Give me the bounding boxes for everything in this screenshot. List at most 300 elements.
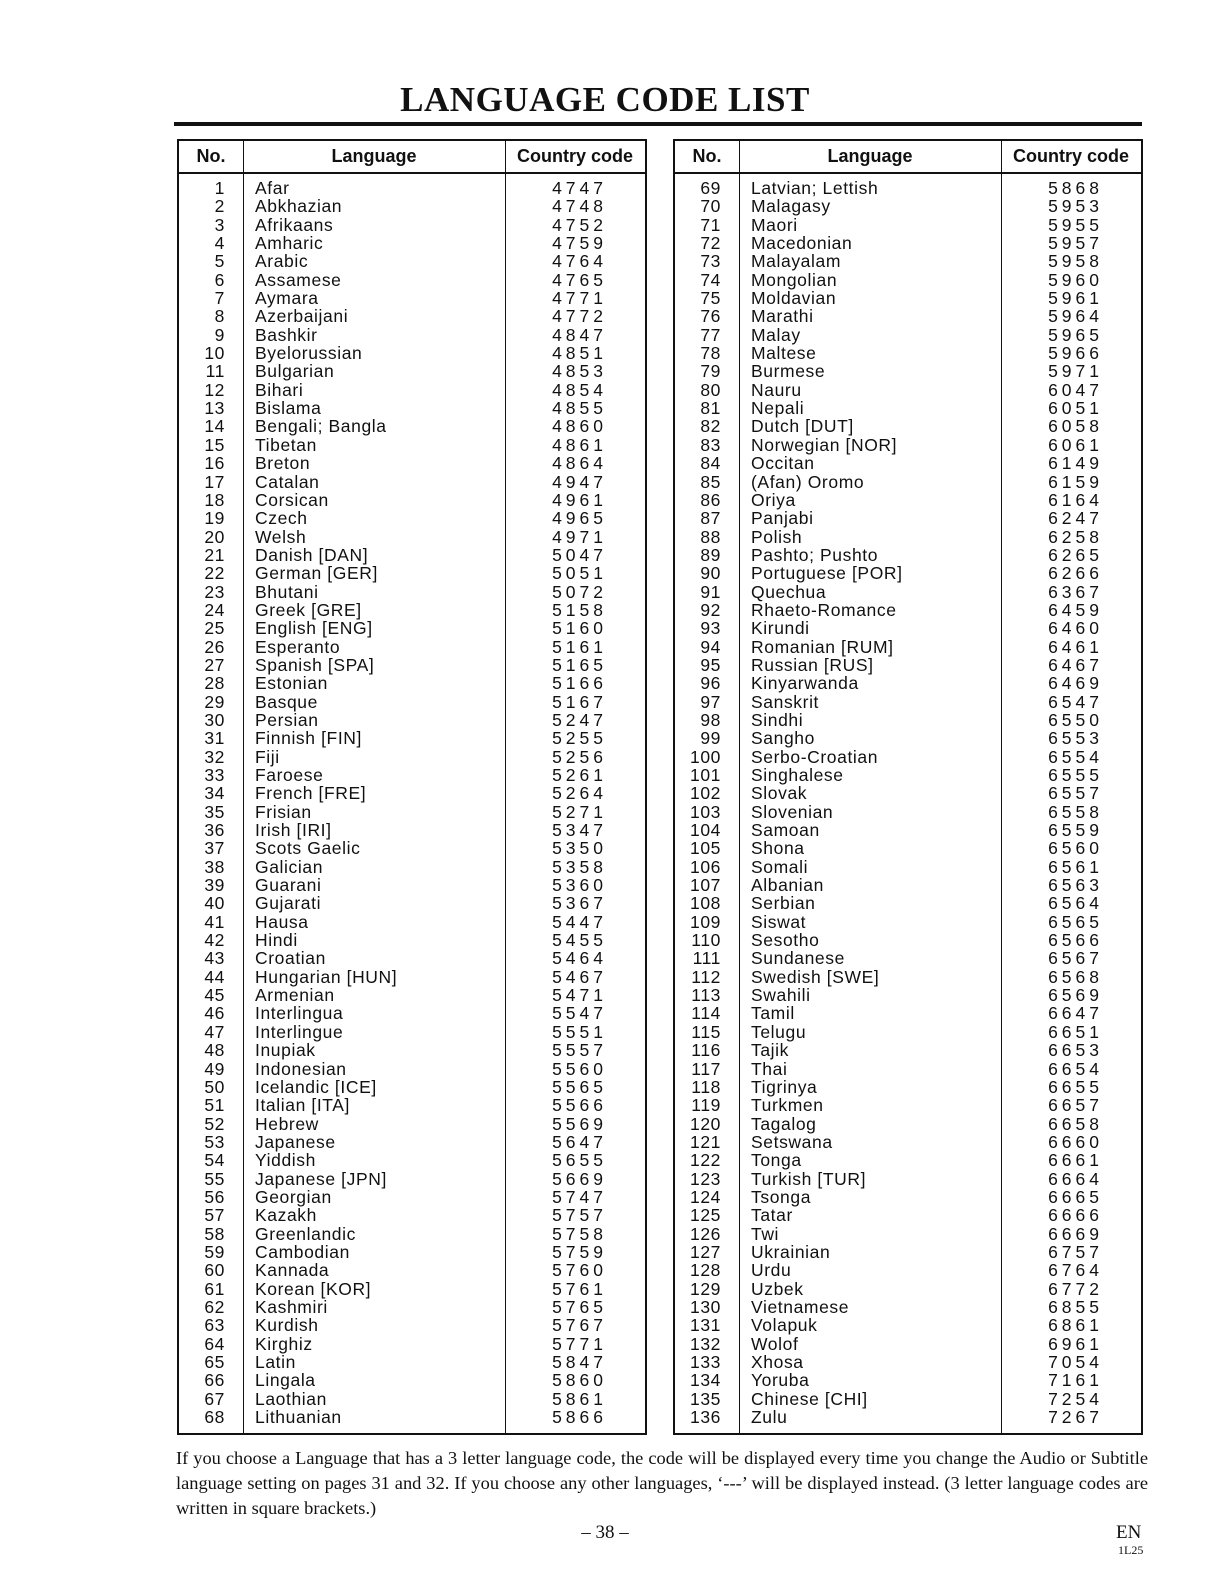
country-code: 6565	[1048, 911, 1103, 932]
language-name: Swedish [SWE]	[751, 966, 880, 987]
language-name: Czech	[255, 508, 308, 529]
country-code: 4747	[552, 178, 607, 198]
country-code: 6164	[1048, 489, 1103, 510]
language-name: Scots Gaelic	[255, 838, 361, 859]
table-row	[179, 1023, 645, 1041]
language-name: Uzbek	[751, 1278, 804, 1299]
country-code: 6469	[1048, 673, 1103, 694]
row-number: 67	[204, 1388, 225, 1409]
language-name: Faroese	[255, 765, 324, 785]
row-number: 93	[700, 618, 721, 639]
country-code: 5360	[552, 875, 607, 896]
row-number: 21	[204, 544, 225, 565]
table-row	[179, 986, 645, 1004]
language-name: Cambodian	[255, 1241, 350, 1262]
language-name: Basque	[255, 691, 318, 712]
table-row	[675, 638, 1141, 656]
row-number: 99	[700, 728, 721, 749]
language-name: Laothian	[255, 1388, 327, 1409]
row-number: 115	[691, 1021, 721, 1042]
row-number: 86	[700, 489, 721, 510]
language-name: Rhaeto-Romance	[751, 599, 897, 620]
row-number: 3	[214, 214, 225, 235]
language-name: Lingala	[255, 1370, 316, 1391]
country-code: 6559	[1048, 820, 1103, 841]
language-name: Hindi	[255, 930, 298, 951]
country-code: 5350	[552, 838, 607, 859]
language-name: Latvian; Lettish	[751, 178, 879, 198]
country-code: 6560	[1048, 838, 1103, 859]
country-code: 5051	[552, 563, 607, 584]
table-row	[675, 711, 1141, 729]
row-number: 108	[690, 893, 721, 914]
row-number: 114	[691, 1003, 721, 1024]
table-row	[179, 454, 645, 472]
row-number: 5	[214, 251, 225, 272]
row-number: 35	[204, 801, 225, 822]
country-code: 6651	[1048, 1021, 1103, 1042]
row-number: 130	[690, 1296, 721, 1317]
table-row	[675, 381, 1141, 399]
country-code: 5655	[552, 1150, 607, 1171]
country-code: 5158	[552, 599, 607, 620]
language-name: Aymara	[255, 288, 319, 309]
language-name: Tatar	[751, 1205, 793, 1226]
row-number: 133	[690, 1352, 721, 1372]
table-header	[675, 141, 1141, 174]
table-row	[675, 968, 1141, 986]
table-row	[675, 473, 1141, 491]
language-name: Kashmiri	[255, 1296, 328, 1317]
table-row	[179, 638, 645, 656]
row-number: 26	[204, 636, 225, 657]
row-number: 50	[204, 1076, 225, 1097]
language-name: Tonga	[751, 1150, 802, 1171]
row-number: 12	[204, 379, 225, 400]
row-number: 102	[690, 783, 721, 804]
country-code: 5965	[1048, 324, 1103, 345]
table-row	[179, 491, 645, 509]
country-code: 5471	[552, 985, 607, 1006]
country-code: 6247	[1048, 508, 1103, 529]
table-row	[675, 784, 1141, 802]
table-row	[675, 674, 1141, 692]
country-code: 4771	[552, 288, 607, 309]
language-name: Chinese [CHI]	[751, 1388, 868, 1409]
row-number: 95	[700, 654, 721, 675]
row-number: 61	[204, 1278, 225, 1299]
table-row	[179, 1390, 645, 1408]
language-name: Xhosa	[751, 1352, 804, 1372]
table-row	[179, 1151, 645, 1169]
table-row	[179, 858, 645, 876]
table-row	[179, 326, 645, 344]
language-name: Irish [IRI]	[255, 820, 332, 841]
table-row	[675, 1115, 1141, 1133]
table-row	[179, 784, 645, 802]
table-row	[675, 528, 1141, 546]
page-title: LANGUAGE CODE LIST	[400, 80, 810, 119]
language-name: Portuguese [POR]	[751, 563, 903, 584]
table-row	[675, 1151, 1141, 1169]
table-row	[179, 931, 645, 949]
language-name: Arabic	[255, 251, 309, 272]
table-row	[179, 509, 645, 527]
row-number: 1	[214, 178, 225, 198]
table-row	[179, 1408, 645, 1426]
language-name: Slovenian	[751, 801, 834, 822]
row-number: 56	[204, 1186, 225, 1207]
country-code: 5167	[552, 691, 607, 712]
table-row	[179, 1298, 645, 1316]
country-code: 5966	[1048, 343, 1103, 364]
table-row	[675, 619, 1141, 637]
country-code: 5557	[552, 1040, 607, 1061]
country-code: 5560	[552, 1058, 607, 1079]
language-name: Dutch [DUT]	[751, 416, 854, 437]
language-name: Tigrinya	[751, 1076, 818, 1097]
row-number: 111	[692, 948, 721, 969]
country-code: 6467	[1048, 654, 1103, 675]
table-row	[675, 307, 1141, 325]
language-name: Interlingua	[255, 1003, 344, 1024]
row-number: 117	[691, 1058, 721, 1079]
country-code: 5261	[552, 765, 607, 785]
language-name: Welsh	[255, 526, 307, 547]
header-language: Language	[331, 146, 417, 166]
row-number: 101	[690, 765, 721, 785]
language-name: Kirundi	[751, 618, 810, 639]
country-code: 5765	[552, 1296, 607, 1317]
language-name: Pashto; Pushto	[751, 544, 879, 565]
table-row	[179, 583, 645, 601]
language-name: Danish [DAN]	[255, 544, 369, 565]
language-name: German [GER]	[255, 563, 378, 584]
table-row	[179, 307, 645, 325]
row-number: 100	[690, 746, 721, 767]
table-row	[675, 1261, 1141, 1279]
language-name: Turkmen	[751, 1095, 824, 1116]
country-code: 6669	[1048, 1223, 1103, 1244]
row-number: 7	[214, 288, 225, 309]
row-number: 77	[700, 324, 721, 345]
row-number: 78	[700, 343, 721, 364]
table-row	[675, 1060, 1141, 1078]
country-code: 5861	[552, 1388, 607, 1409]
language-name: Sindhi	[751, 709, 804, 730]
row-number: 39	[204, 875, 225, 896]
row-number: 112	[691, 966, 721, 987]
table-row	[675, 252, 1141, 270]
table-row	[179, 711, 645, 729]
table-row	[675, 454, 1141, 472]
country-code: 5569	[552, 1113, 607, 1134]
country-code: 4965	[552, 508, 607, 529]
country-code: 6266	[1048, 563, 1103, 584]
country-code: 5767	[552, 1315, 607, 1336]
row-number: 85	[700, 471, 721, 492]
language-name: Guarani	[255, 875, 322, 896]
table-body	[675, 179, 1141, 1426]
table-row	[179, 656, 645, 674]
language-name: Russian [RUS]	[751, 654, 874, 675]
language-name: Sundanese	[751, 948, 845, 969]
country-code: 5669	[552, 1168, 607, 1189]
table-row	[179, 528, 645, 546]
table-row	[675, 216, 1141, 234]
row-number: 71	[700, 214, 721, 235]
country-code: 4759	[552, 233, 607, 254]
row-number: 64	[204, 1333, 225, 1354]
header-language: Language	[827, 146, 913, 166]
row-number: 123	[690, 1168, 721, 1189]
language-name: Kannada	[255, 1260, 330, 1281]
language-name: Esperanto	[255, 636, 341, 657]
language-name: Siswat	[751, 911, 807, 932]
table-row	[675, 748, 1141, 766]
country-code: 6653	[1048, 1040, 1103, 1061]
table-row	[179, 894, 645, 912]
table-row	[675, 491, 1141, 509]
row-number: 97	[700, 691, 721, 712]
country-code: 6855	[1048, 1296, 1103, 1317]
country-code: 5565	[552, 1076, 607, 1097]
country-code: 6568	[1048, 966, 1103, 987]
country-code: 5256	[552, 746, 607, 767]
row-number: 120	[690, 1113, 721, 1134]
country-code: 4772	[552, 306, 607, 327]
table-row	[179, 417, 645, 435]
row-number: 20	[204, 526, 225, 547]
language-name: Maori	[751, 214, 798, 235]
row-number: 96	[700, 673, 721, 694]
table-row	[675, 766, 1141, 784]
table-row	[179, 1133, 645, 1151]
language-name: French [FRE]	[255, 783, 367, 804]
country-code: 5647	[552, 1131, 607, 1152]
table-row	[675, 271, 1141, 289]
row-number: 30	[204, 709, 225, 730]
language-name: Hungarian [HUN]	[255, 966, 398, 987]
country-code: 4765	[552, 269, 607, 290]
language-name: Frisian	[255, 801, 312, 822]
table-row	[675, 656, 1141, 674]
table-row	[179, 1170, 645, 1188]
language-name: Amharic	[255, 233, 324, 254]
row-number: 104	[690, 820, 721, 841]
table-row	[179, 1335, 645, 1353]
table-row	[179, 766, 645, 784]
language-name: Setswana	[751, 1131, 833, 1152]
row-number: 66	[204, 1370, 225, 1391]
row-number: 53	[204, 1131, 225, 1152]
table-row	[179, 1243, 645, 1261]
language-name: Moldavian	[751, 288, 837, 309]
language-name: Korean [KOR]	[255, 1278, 372, 1299]
table-row	[675, 197, 1141, 215]
language-name: Galician	[255, 856, 324, 877]
country-code: 6660	[1048, 1131, 1103, 1152]
language-name: Malagasy	[751, 196, 831, 217]
table-row	[675, 894, 1141, 912]
country-code: 5160	[552, 618, 607, 639]
language-name: Indonesian	[255, 1058, 347, 1079]
table-row	[179, 1206, 645, 1224]
language-name: Spanish [SPA]	[255, 654, 375, 675]
table-row	[675, 1023, 1141, 1041]
row-number: 14	[204, 416, 225, 437]
row-number: 55	[204, 1168, 225, 1189]
table-row	[179, 252, 645, 270]
language-name: Tagalog	[751, 1113, 817, 1134]
row-number: 19	[204, 508, 225, 529]
row-number: 131	[690, 1315, 721, 1336]
row-number: 8	[214, 306, 225, 327]
country-code: 6657	[1048, 1095, 1103, 1116]
row-number: 23	[204, 581, 225, 602]
language-name: Interlingue	[255, 1021, 344, 1042]
row-number: 72	[700, 233, 721, 254]
row-number: 106	[690, 856, 721, 877]
row-number: 34	[204, 783, 225, 804]
country-code: 5264	[552, 783, 607, 804]
row-number: 43	[204, 948, 225, 969]
country-code: 4947	[552, 471, 607, 492]
country-code: 5971	[1048, 361, 1103, 382]
row-number: 51	[204, 1095, 225, 1116]
row-number: 132	[690, 1333, 721, 1354]
table-row	[179, 1096, 645, 1114]
language-name: Nepali	[751, 398, 805, 419]
language-name: Macedonian	[751, 233, 853, 254]
country-code: 5953	[1048, 196, 1103, 217]
row-number: 11	[205, 361, 225, 382]
table-row	[675, 839, 1141, 857]
country-code: 5757	[552, 1205, 607, 1226]
row-number: 9	[214, 324, 225, 345]
country-code: 6553	[1048, 728, 1103, 749]
language-table-right	[673, 139, 1143, 1435]
row-number: 38	[204, 856, 225, 877]
language-name: Bhutani	[255, 581, 319, 602]
table-row	[179, 674, 645, 692]
table-row	[675, 234, 1141, 252]
table-row	[675, 1243, 1141, 1261]
country-code: 6159	[1048, 471, 1103, 492]
row-number: 118	[691, 1076, 721, 1097]
language-name: Serbo-Croatian	[751, 746, 879, 767]
country-code: 6661	[1048, 1150, 1103, 1171]
language-name: Inupiak	[255, 1040, 316, 1061]
language-name: Japanese [JPN]	[255, 1168, 387, 1189]
language-name: Polish	[751, 526, 803, 547]
country-code: 5447	[552, 911, 607, 932]
row-number: 103	[690, 801, 721, 822]
table-row	[179, 1004, 645, 1022]
table-row	[179, 1188, 645, 1206]
row-number: 75	[700, 288, 721, 309]
language-name: Azerbaijani	[255, 306, 349, 327]
row-number: 94	[700, 636, 721, 657]
country-code: 5960	[1048, 269, 1103, 290]
country-code: 6569	[1048, 985, 1103, 1006]
language-name: Sangho	[751, 728, 815, 749]
row-number: 84	[700, 453, 721, 474]
table-row	[675, 1004, 1141, 1022]
table-row	[179, 1371, 645, 1389]
country-code: 6664	[1048, 1168, 1103, 1189]
row-number: 29	[204, 691, 225, 712]
country-code: 5747	[552, 1186, 607, 1207]
country-code: 6861	[1048, 1315, 1103, 1336]
language-name: Gujarati	[255, 893, 322, 914]
row-number: 110	[691, 930, 721, 951]
table-row	[675, 583, 1141, 601]
row-number: 105	[690, 838, 721, 859]
row-number: 13	[204, 398, 225, 419]
table-row	[179, 729, 645, 747]
row-number: 25	[204, 618, 225, 639]
language-name: Tsonga	[751, 1186, 812, 1207]
table-row	[179, 968, 645, 986]
country-code: 6460	[1048, 618, 1103, 639]
country-code: 5247	[552, 709, 607, 730]
row-number: 49	[204, 1058, 225, 1079]
row-number: 98	[700, 709, 721, 730]
language-name: Estonian	[255, 673, 328, 694]
language-name: Slovak	[751, 783, 808, 804]
model-code: 1L25	[1118, 1543, 1144, 1557]
row-number: 63	[204, 1315, 225, 1336]
row-number: 42	[204, 930, 225, 951]
row-number: 47	[204, 1021, 225, 1042]
row-number: 92	[700, 599, 721, 620]
table-row	[179, 197, 645, 215]
row-number: 88	[700, 526, 721, 547]
country-code: 6058	[1048, 416, 1103, 437]
table-row	[675, 1280, 1141, 1298]
country-code: 6555	[1048, 765, 1103, 785]
language-name: Kazakh	[255, 1205, 317, 1226]
language-name: Japanese	[255, 1131, 336, 1152]
table-row	[675, 986, 1141, 1004]
language-name: Fiji	[255, 746, 280, 767]
language-name: Zulu	[751, 1407, 788, 1428]
language-name: Bihari	[255, 379, 304, 400]
page-number: – 38 –	[581, 1522, 629, 1543]
table-row	[675, 1390, 1141, 1408]
row-number: 2	[214, 196, 225, 217]
row-number: 127	[690, 1241, 721, 1262]
language-name: Kurdish	[255, 1315, 319, 1336]
language-name: Bengali; Bangla	[255, 416, 387, 437]
language-name: Afar	[255, 178, 290, 198]
language-name: Bashkir	[255, 324, 318, 345]
table-row	[179, 234, 645, 252]
country-code: 4748	[552, 196, 607, 217]
language-name: Singhalese	[751, 765, 844, 785]
row-number: 122	[690, 1150, 721, 1171]
country-code: 5255	[552, 728, 607, 749]
row-number: 73	[700, 251, 721, 272]
row-number: 37	[204, 838, 225, 859]
table-row	[179, 1316, 645, 1334]
country-code: 5547	[552, 1003, 607, 1024]
language-name: Quechua	[751, 581, 827, 602]
row-number: 113	[691, 985, 721, 1006]
country-code: 5955	[1048, 214, 1103, 235]
row-number: 41	[204, 911, 225, 932]
